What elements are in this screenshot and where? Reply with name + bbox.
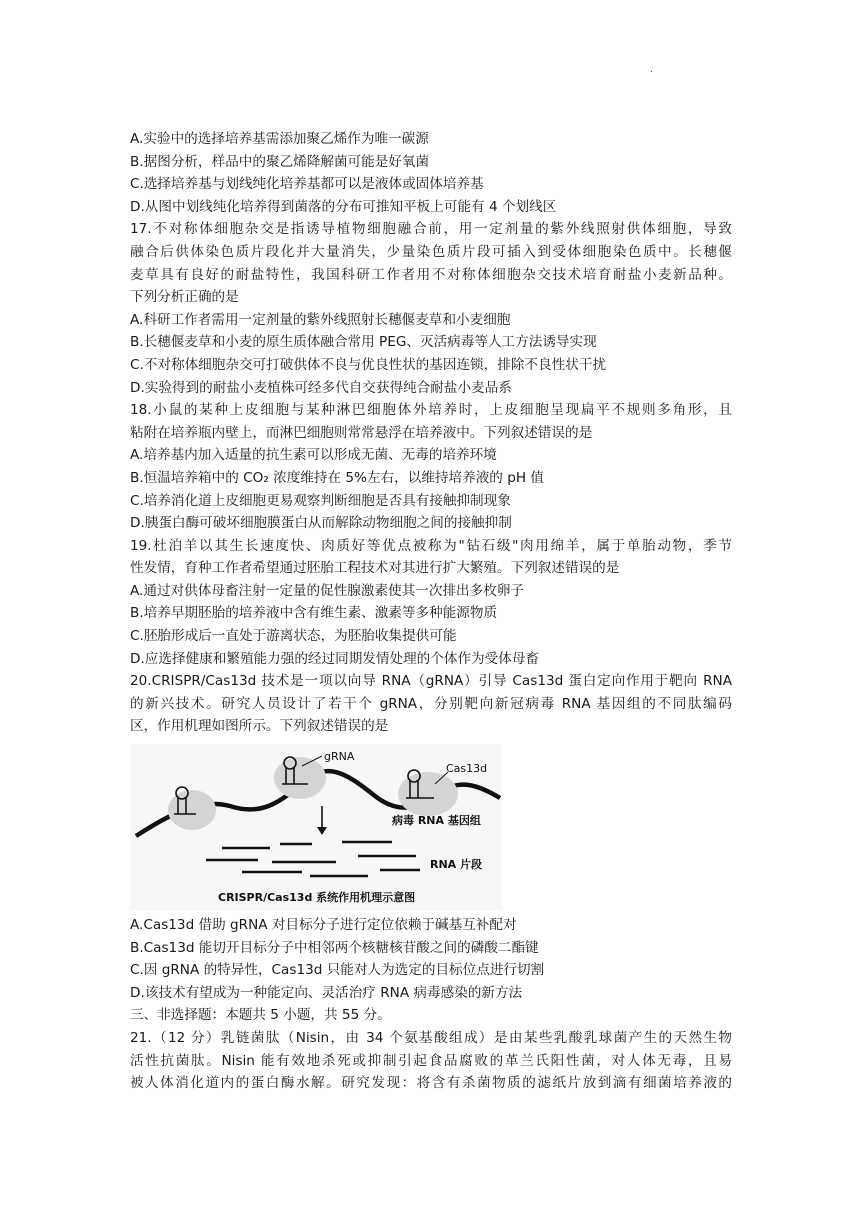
text-line: C.胚胎形成后一直处于游离状态，为胚胎收集提供可能 (130, 628, 457, 645)
text-line: 性发情，育种工作者希望通过胚胎工程技术对其进行扩大繁殖。下列叙述错误的是 (130, 560, 620, 577)
text-line: A.Cas13d 借助 gRNA 对目标分子进行定位依赖于碱基互补配对 (130, 917, 517, 933)
text-line: A.科研工作者需用一定剂量的紫外线照射长穗偃麦草和小麦细胞 (130, 311, 511, 328)
text-line: 麦草具有良好的耐盐特性，我国科研工作者用不对称体细胞杂交技术培育耐盐小麦新品种。 (130, 266, 732, 283)
grna-label: gRNA (324, 750, 355, 763)
figure-caption: CRISPR/Cas13d 系统作用机理示意图 (218, 891, 416, 904)
text-line: C.因 gRNA 的特异性，Cas13d 只能对人为选定的目标位点进行切割 (130, 962, 545, 979)
text-line: A.实验中的选择培养基需添加聚乙烯作为唯一碳源 (130, 131, 429, 147)
text-block-questions (130, 128, 732, 738)
text-line: A.通过对供体母畜注射一定量的促性腺激素使其一次排出多枚卵子 (130, 582, 525, 599)
cas13d-protein (168, 790, 216, 830)
text-block-answers (130, 914, 732, 1095)
text-line: D.从图中划线纯化培养得到菌落的分布可推知平板上可能有 4 个划线区 (130, 198, 557, 215)
text-line: 的新兴技术。研究人员设计了若干个 gRNA，分别靶向新冠病毒 RNA 基因组的不同肽编码 (130, 695, 732, 712)
text-line: C.选择培养基与划线纯化培养基都可以是液体或固体培养基 (130, 176, 484, 193)
text-line: B.据图分析，样品中的聚乙烯降解菌可能是好氧菌 (130, 153, 430, 170)
fragment-label: RNA 片段 (430, 858, 483, 871)
text-line: 被人体消化道内的蛋白酶水解。研究发现：将含有杀菌物质的滤纸片放到滴有细菌培养液的 (130, 1075, 732, 1092)
text-line: 下列分析正确的是 (130, 289, 239, 306)
text-line: B.长穗偃麦草和小麦的原生质体融合常用 PEG、灭活病毒等人工方法诱导实现 (130, 334, 597, 351)
text-line: 17.不对称体细胞杂交是指诱导植物细胞融合前，用一定剂量的紫外线照射供体细胞，导致 (130, 221, 732, 238)
text-line: 19.杜泊羊以其生长速度快、肉质好等优点被称为"钻石级"肉用绵羊，属于单胎动物，季节 (130, 537, 732, 554)
text-line: 活性抗菌肽。Nisin 能有效地杀死或抑制引起食品腐败的革兰氏阳性菌，对人体无毒，且易 (130, 1052, 732, 1069)
header-dot: . (650, 64, 654, 75)
cas13d-protein (398, 772, 458, 816)
text-line: 21.（12 分）乳链菌肽（Nisin，由 34 个氨基酸组成）是由某些乳酸乳球菌产生的天然生物 (130, 1029, 732, 1046)
text-line: 粘附在培养瓶内壁上，而淋巴细胞则常常悬浮在培养液中。下列叙述错误的是 (130, 424, 593, 441)
text-line: A.培养基内加入适量的抗生素可以形成无菌、无毒的培养环境 (130, 447, 497, 464)
text-line: D.应选择健康和繁殖能力强的经过同期发情处理的个体作为受体母畜 (130, 650, 540, 667)
text-line: C.不对称体细胞杂交可打破供体不良与优良性状的基因连锁，排除不良性状干扰 (130, 356, 606, 373)
text-line: D.胰蛋白酶可破坏细胞膜蛋白从而解除动物细胞之间的接触抑制 (130, 515, 512, 532)
text-line: D.实验得到的耐盐小麦植株可经多代自交获得纯合耐盐小麦品系 (130, 379, 512, 396)
genome-label: 病毒 RNA 基因组 (392, 814, 481, 827)
text-line: D.该技术有望成为一种能定向、灵活治疗 RNA 病毒感染的新方法 (130, 984, 523, 1001)
text-line: B.培养早期胚胎的培养液中含有维生素、激素等多种能源物质 (130, 605, 498, 622)
text-line: 20.CRISPR/Cas13d 技术是一项以向导 RNA（gRNA）引导 Cas13d 蛋白定向作用于靶向 RNA (130, 673, 732, 690)
text-line: 区，作用机理如图所示。下列叙述错误的是 (130, 718, 389, 735)
cas13d-label: Cas13d (446, 762, 488, 775)
text-line: 三、非选择题：本题共 5 小题，共 55 分。 (130, 1007, 391, 1024)
text-line: B.Cas13d 能切开目标分子中相邻两个核糖核苷酸之间的磷酸二酯键 (130, 939, 539, 956)
text-line: 融合后供体染色质片段化并大量消失，少量染色质片段可插入到受体细胞染色质中。长穗偃 (130, 243, 732, 260)
text-line: 18.小鼠的某种上皮细胞与某种淋巴细胞体外培养时，上皮细胞呈现扁平不规则多角形，且 (130, 402, 732, 419)
text-line: C.培养消化道上皮细胞更易观察判断细胞是否具有接触抑制现象 (130, 492, 511, 509)
cas13d-protein (274, 757, 326, 799)
text-line: B.恒温培养箱中的 CO₂ 浓度维持在 5%左右，以维持培养液的 pH 值 (130, 469, 544, 486)
crispr-figure (130, 744, 502, 910)
